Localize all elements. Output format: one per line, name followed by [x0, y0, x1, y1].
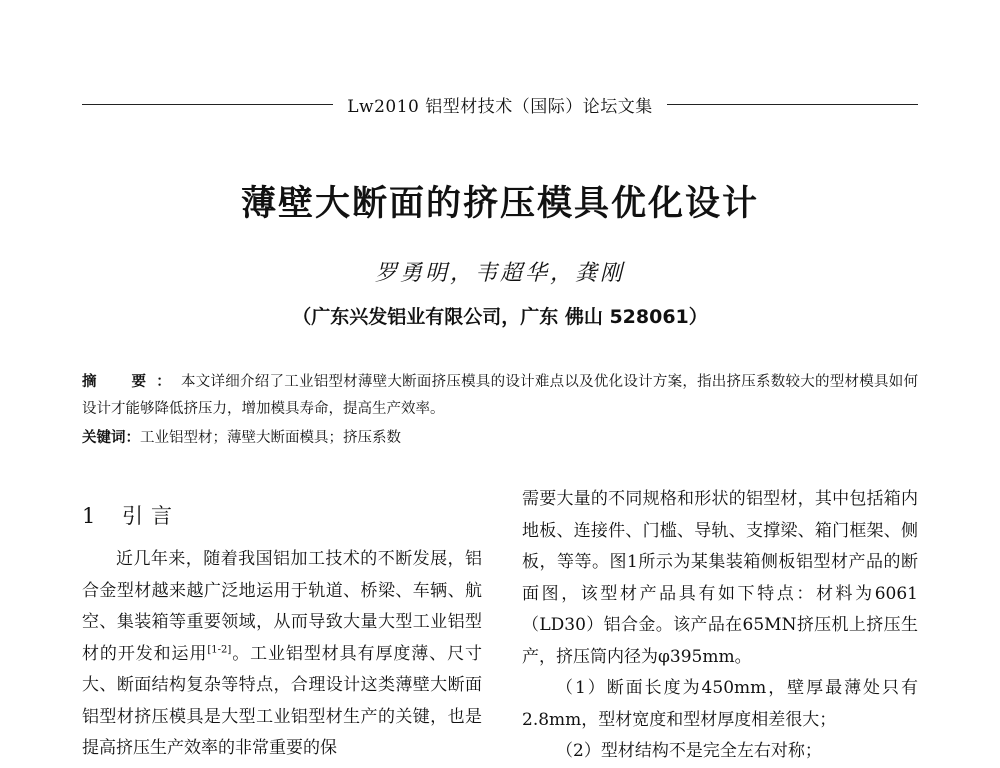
running-title: Lw2010 铝型材技术（国际）论坛文集 — [347, 96, 653, 117]
left-column — [82, 484, 482, 765]
header-rule-right — [667, 104, 918, 105]
abstract-label: 摘 要： — [82, 373, 181, 390]
keywords-text: 工业铝型材；薄壁大断面模具；挤压系数 — [140, 430, 401, 446]
section-heading — [82, 496, 482, 536]
abstract — [82, 368, 918, 423]
intro-paragraph — [82, 544, 482, 765]
section-number: 1 — [82, 504, 96, 528]
header-rule-left — [82, 104, 333, 105]
right-paragraph: 需要大量的不同规格和形状的铝型材，其中包括箱内地板、连接件、门槛、导轨、支撑梁、箱门框架、侧板，等等。图1所示为某集装箱侧板铝型材产品的断面图，该型材产品具有如下特点：材料为6061（LD30）铝合金。该产品在65MN挤压机上挤压生产，挤压筒内径为φ395mm。 — [522, 489, 918, 667]
feature-item-2: （2）型材结构不是完全左右对称； — [556, 741, 822, 761]
intro-text-b: 。工业铝型材具有厚度薄、尺寸大、断面结构复杂等特点，合理设计这类薄壁大断面铝型材挤压模具是大型工业铝型材生产的关键，也是提高挤压生产效率的非常重要的保 — [82, 643, 483, 758]
keywords-label: 关键词： — [82, 429, 140, 446]
running-header — [82, 92, 918, 116]
paper-title: 薄壁大断面的挤压模具优化设计 — [240, 183, 759, 224]
feature-item-1: （1）断面长度为450mm，壁厚最薄处只有2.8mm，型材宽度和型材厚度相差很大； — [522, 678, 918, 730]
section-title: 引言 — [122, 504, 180, 528]
author-list: 罗勇明，韦超华，龚刚 — [374, 261, 625, 286]
keywords — [82, 427, 918, 449]
intro-text-a: 近几年来，随着我国铝加工技术的不断发展，铝合金型材越来越广泛地运用于轨道、桥梁、车辆、航空、集装箱等重要领域，从而导致大量大型工业铝型材的开发和运用 — [82, 549, 482, 664]
abstract-text: 本文详细介绍了工业铝型材薄壁大断面挤压模具的设计难点以及优化设计方案，指出挤压系数较大的型材模具如何设计才能够降低挤压力，增加模具寿命，提高生产效率。 — [82, 374, 918, 417]
affiliation: （广东兴发铝业有限公司，广东 佛山 528061） — [292, 306, 708, 328]
right-column — [522, 484, 918, 768]
citation: [1-2] — [207, 643, 232, 655]
